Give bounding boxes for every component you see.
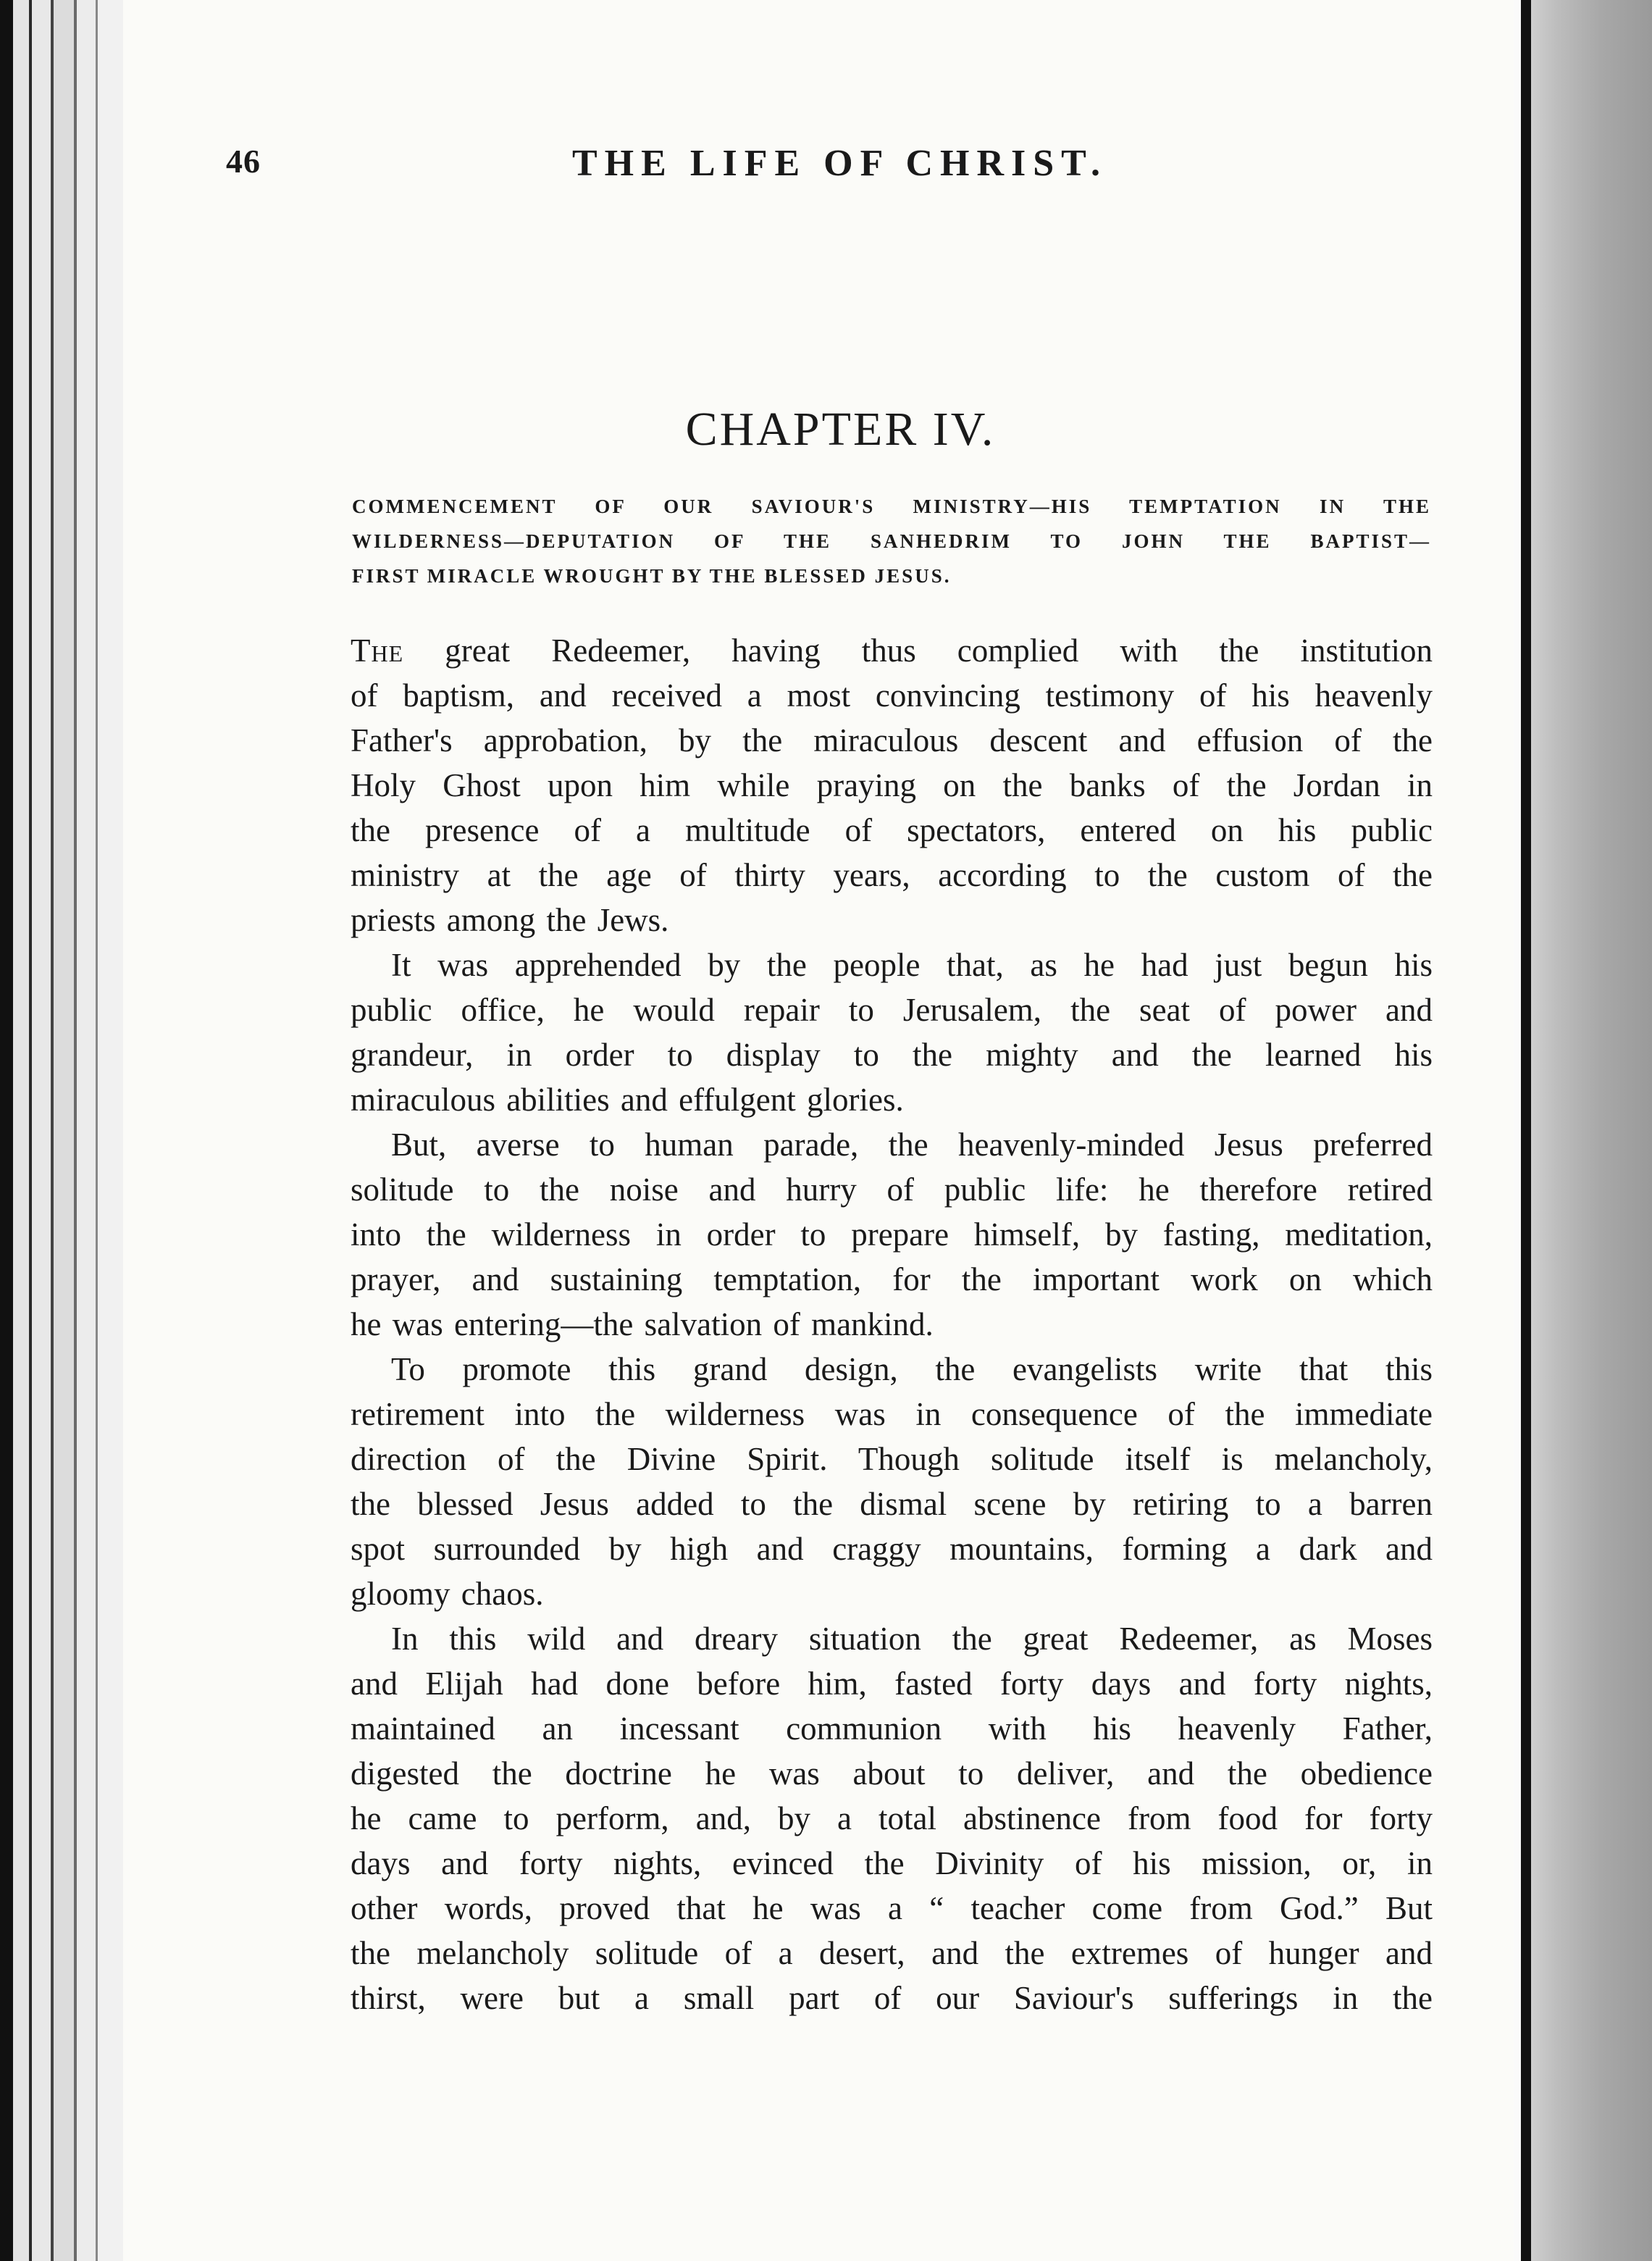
- body-line: gloomy chaos.: [351, 1576, 544, 1612]
- body-line: retirement into the wilderness was in consequence of the immediate: [351, 1396, 1433, 1432]
- body-line: miraculous abilities and effulgent glories.: [351, 1082, 904, 1118]
- body-line: solitude to the noise and hurry of public life: he therefore retired: [351, 1171, 1433, 1208]
- chapter-title-text: CHAPTER IV.: [685, 403, 996, 456]
- body-line: priests among the Jews.: [351, 902, 669, 938]
- body-line: other words, proved that he was a “ teacher come from God.” But: [351, 1890, 1433, 1926]
- body-line: and Elijah had done before him, fasted forty days and forty nights,: [351, 1666, 1433, 1702]
- body-line: great Redeemer, having thus complied with the institution: [403, 632, 1433, 669]
- body-line-first: [351, 632, 1433, 669]
- body-line: But, averse to human parade, the heavenly-minded Jesus preferred: [391, 1127, 1433, 1163]
- body-line: the blessed Jesus added to the dismal scene by retiring to a barren: [351, 1486, 1433, 1522]
- body-line: prayer, and sustaining temptation, for the important work on which: [351, 1261, 1433, 1297]
- body-line: the melancholy solitude of a desert, and the extremes of hunger and: [351, 1935, 1433, 1971]
- body-line: maintained an incessant communion with his heavenly Father,: [351, 1710, 1433, 1747]
- body-line: It was apprehended by the people that, as he had just begun his: [391, 947, 1433, 983]
- body-line: Holy Ghost upon him while praying on the banks of the Jordan in: [351, 767, 1433, 803]
- page-number: 46: [226, 143, 261, 180]
- summary-line: COMMENCEMENT OF OUR SAVIOUR'S MINISTRY—HIS TEMPTATION IN THE: [352, 496, 1431, 517]
- body-line: direction of the Divine Spirit. Though solitude itself is melancholy,: [351, 1441, 1433, 1477]
- body-line: days and forty nights, evinced the Divinity of his mission, or, in: [351, 1845, 1433, 1881]
- first-word: The: [351, 632, 404, 669]
- body-line: ministry at the age of thirty years, according to the custom of the: [351, 857, 1433, 893]
- summary-line: WILDERNESS—DEPUTATION OF THE SANHEDRIM TO JOHN THE BAPTIST—: [352, 530, 1431, 552]
- summary-line: FIRST MIRACLE WROUGHT BY THE BLESSED JESUS.: [352, 565, 952, 587]
- body-line: the presence of a multitude of spectators, entered on his public: [351, 812, 1433, 848]
- chapter-title: [0, 402, 1652, 457]
- body-line: Father's approbation, by the miraculous descent and effusion of the: [351, 722, 1433, 758]
- body-line: public office, he would repair to Jerusalem, the seat of power and: [351, 992, 1433, 1028]
- body-line: into the wilderness in order to prepare himself, by fasting, meditation,: [351, 1216, 1433, 1253]
- running-head: THE LIFE OF CHRIST.: [572, 143, 1107, 184]
- body-line: he came to perform, and, by a total abstinence from food for forty: [351, 1800, 1433, 1836]
- body-line: In this wild and dreary situation the great Redeemer, as Moses: [391, 1621, 1433, 1657]
- body-line: of baptism, and received a most convincing testimony of his heavenly: [351, 677, 1433, 714]
- body-line: thirst, were but a small part of our Saviour's sufferings in the: [351, 1980, 1433, 2016]
- body-line: spot surrounded by high and craggy mountains, forming a dark and: [351, 1531, 1433, 1567]
- book-edge-left: [0, 0, 123, 2261]
- book-edge-right: [1514, 0, 1652, 2261]
- body-line: digested the doctrine he was about to deliver, and the obedience: [351, 1755, 1433, 1792]
- body-line: To promote this grand design, the evangelists write that this: [391, 1351, 1433, 1387]
- body-line: grandeur, in order to display to the mighty and the learned his: [351, 1037, 1433, 1073]
- body-line: he was entering—the salvation of mankind.: [351, 1306, 934, 1342]
